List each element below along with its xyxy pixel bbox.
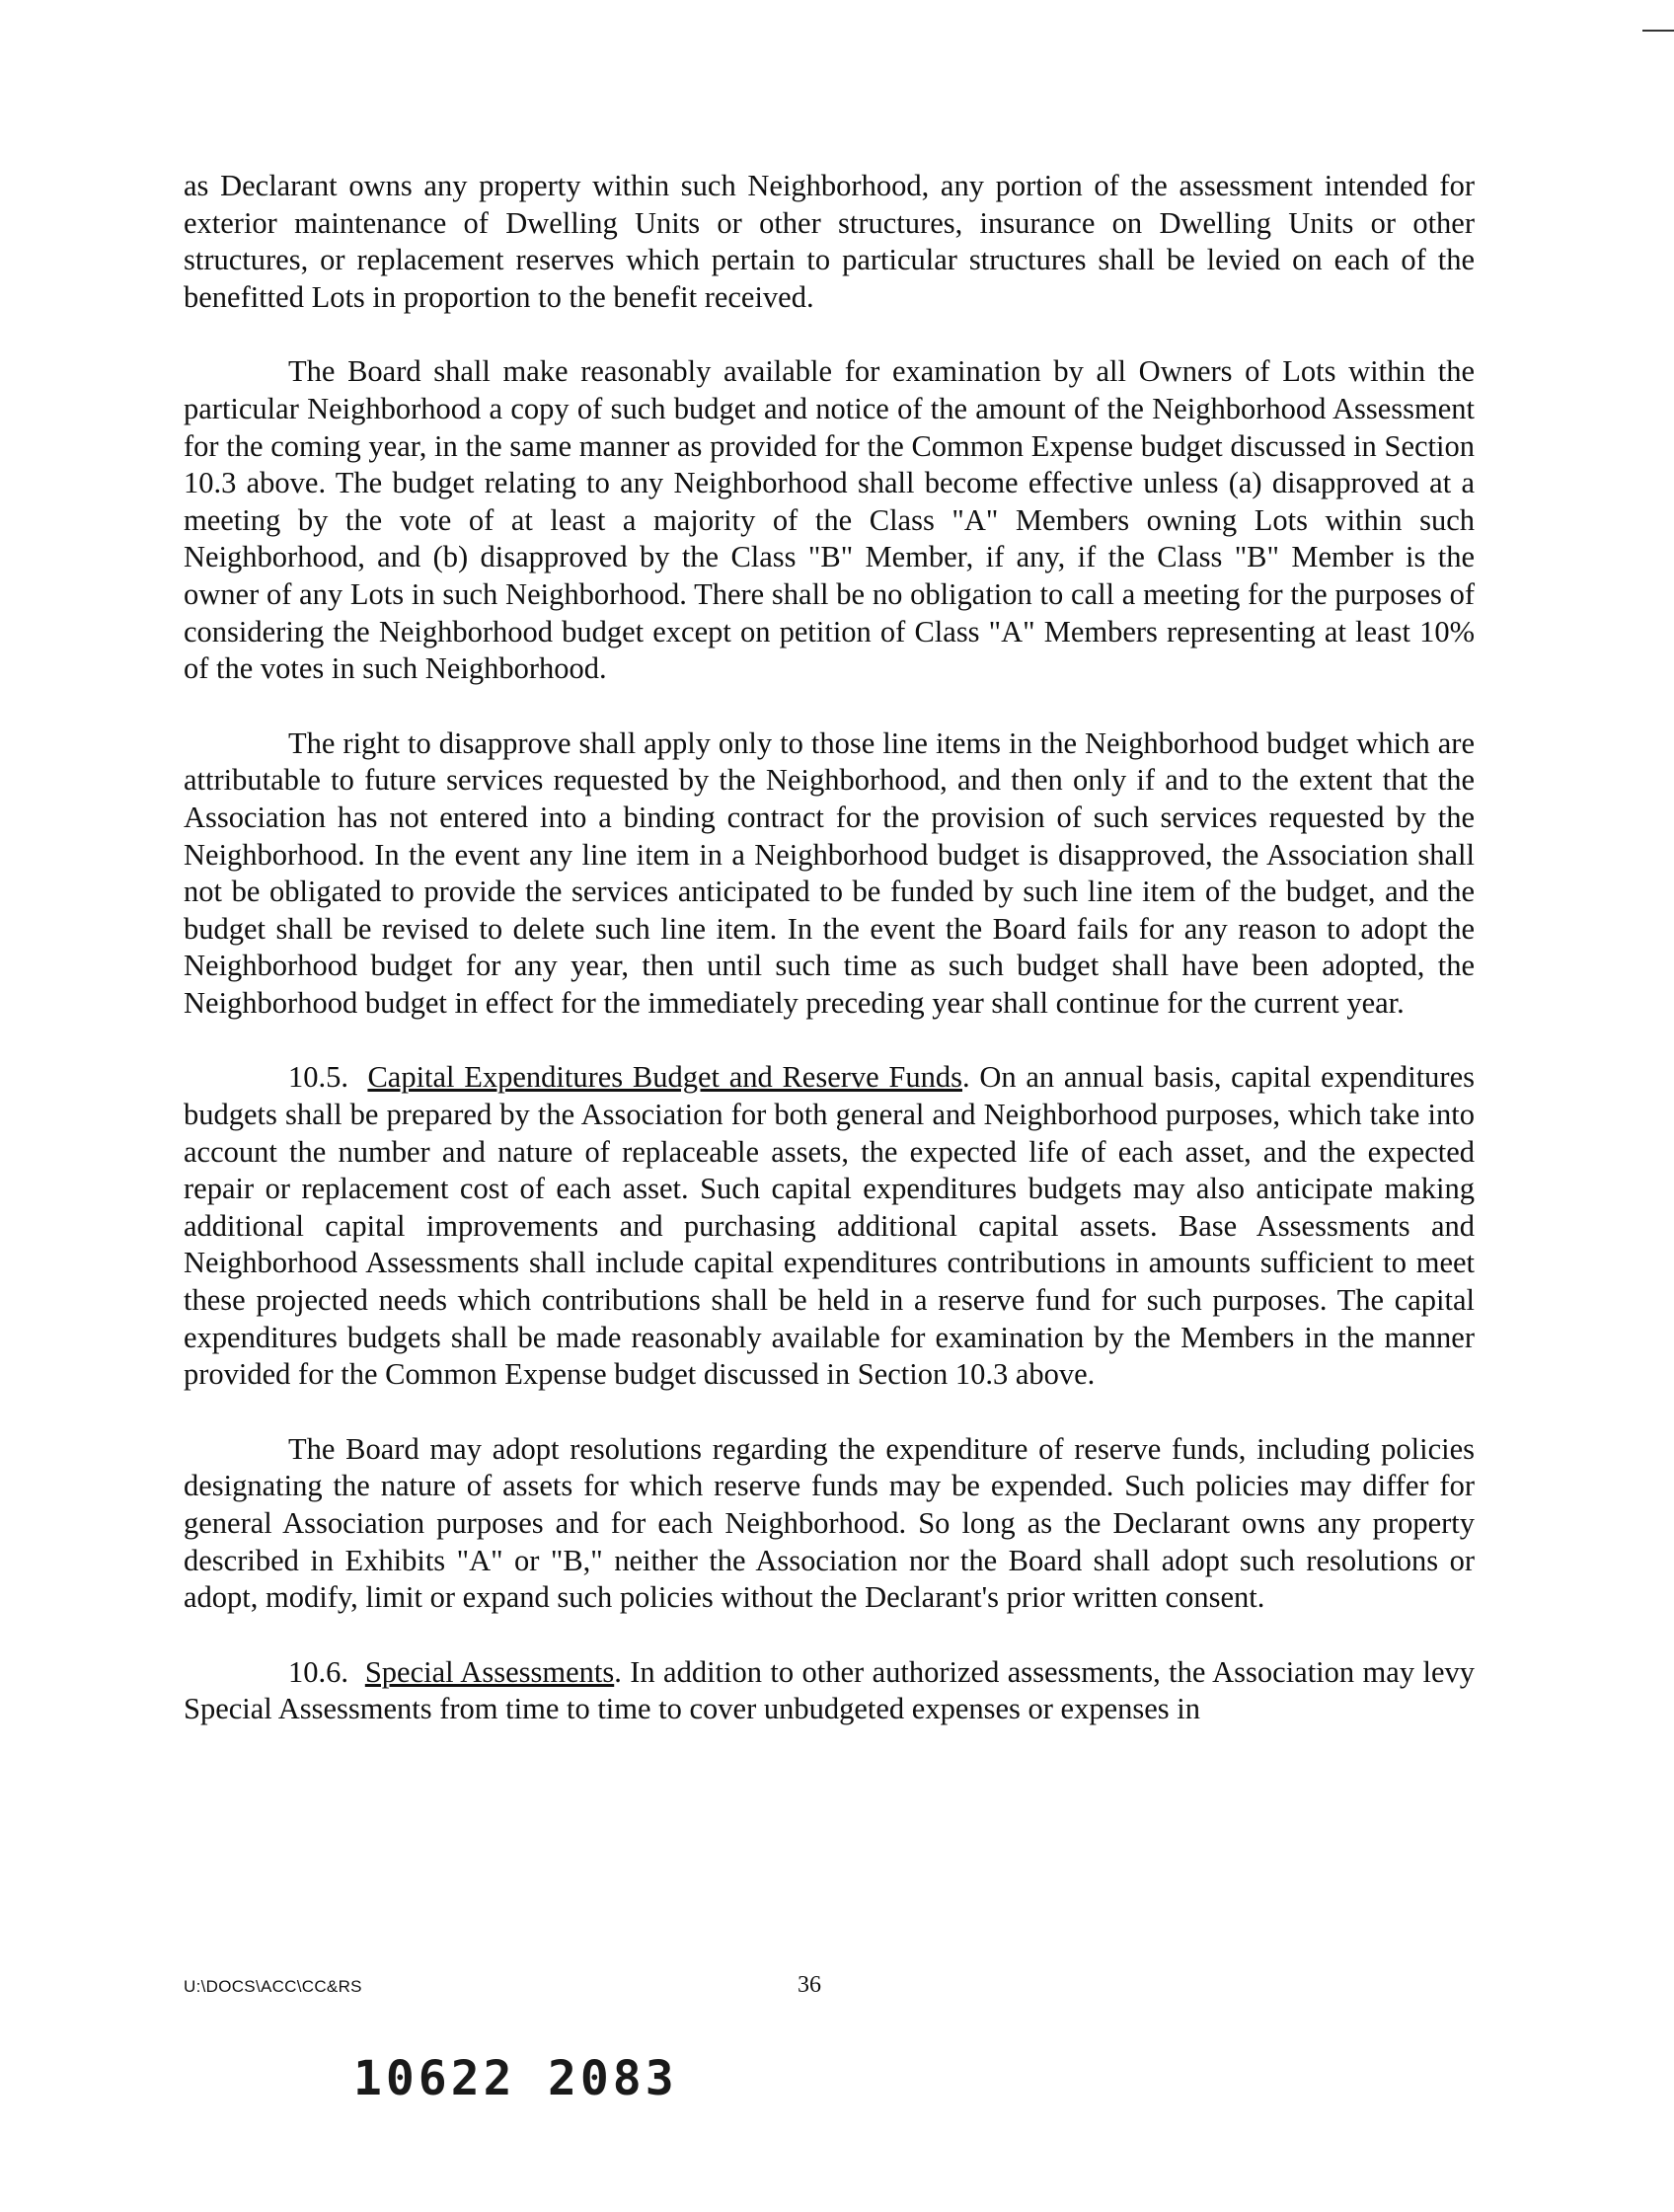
section-title: Capital Expenditures Budget and Reserve Funds	[367, 1060, 962, 1095]
section-number: 10.5.	[288, 1060, 348, 1095]
document-body	[184, 168, 1475, 1766]
section-10-6	[184, 1654, 1475, 1728]
paragraph-budget-availability: The Board shall make reasonably available for examination by all Owners of Lots within the particular Neighborhood a copy of such budget and notice of the amount of the Neighborhood Assessment for the coming year, in the same manner as provided for the Common Expense budget discussed in Section 10.3 above. The budget relating to any Neighborhood shall become effective unless (a) disapproved at a meeting by the vote of at least a majority of the Class "A" Members owning Lots within such Neighborhood, and (b) disapproved by the Class "B" Member, if any, if the Class "B" Member is the owner of any Lots in such Neighborhood. There shall be no obligation to call a meeting for the purposes of considering the Neighborhood budget except on petition of Class "A" Members representing at least 10% of the votes in such Neighborhood.	[184, 354, 1475, 686]
section-number: 10.6.	[288, 1654, 348, 1689]
corner-scan-mark	[1642, 30, 1674, 32]
recording-page-number: 2083	[548, 2051, 678, 2106]
page-number: 36	[798, 1972, 821, 1998]
paragraph-reserve-resolutions: The Board may adopt resolutions regarding the expenditure of reserve funds, including policies designating the nature of assets for which reserve funds may be expended. Such policies may differ for general Association purposes and for each Neighborhood. So long as the Declarant owns any property described in Exhibits "A" or "B," neither the Association nor the Board shall adopt such resolutions or adopt, modify, limit or expand such policies without the Declarant's prior written consent.	[184, 1431, 1475, 1615]
footer-file-path: U:\DOCS\ACC\CC&RS	[184, 1977, 362, 1996]
section-text: . On an annual basis, capital expenditures budgets shall be prepared by the Association for both general and Neighborhood purposes, which take into account the number and nature of replaceable assets, the expected life of each asset, and the expected repair or replacement cost of each asset. Such capital expenditures budgets may also anticipate making additional capital improvements and purchasing additional capital assets. Base Assessments and Neighborhood Assessments shall include capital expenditures contributions in amounts sufficient to meet these projected needs which contributions shall be held in a reserve fund for such purposes. The capital expenditures budgets shall be made reasonably available for examination by the Members in the manner provided for the Common Expense budget discussed in Section 10.3 above.	[184, 1060, 1475, 1392]
paragraph-right-to-disapprove: The right to disapprove shall apply only to those line items in the Neighborhood budget which are attributable to future services requested by the Neighborhood, and then only if and to the extent that the Association has not entered into a binding contract for the provision of such services requested by the Neighborhood. In the event any line item in a Neighborhood budget is disapproved, the Association shall not be obligated to provide the services anticipated to be funded by such line item of the budget, and the budget shall be revised to delete such line item. In the event the Board fails for any reason to adopt the Neighborhood budget for any year, then until such time as such budget shall have been adopted, the Neighborhood budget in effect for the immediately preceding year shall continue for the current year.	[184, 725, 1475, 1020]
section-text: . In addition to other authorized assessments, the Association may levy Special Assessments from time to time to cover unbudgeted expenses or expenses in	[184, 1654, 1475, 1726]
recording-book-number: 10622	[353, 2051, 516, 2106]
section-10-5	[184, 1059, 1475, 1393]
paragraph-continuation: as Declarant owns any property within such Neighborhood, any portion of the assessment intended for exterior maintenance of Dwelling Units or other structures, insurance on Dwelling Units or other structures, or replacement reserves which pertain to particular structures shall be levied on each of the benefitted Lots in proportion to the benefit received.	[184, 169, 1475, 314]
section-title: Special Assessments	[364, 1654, 615, 1689]
